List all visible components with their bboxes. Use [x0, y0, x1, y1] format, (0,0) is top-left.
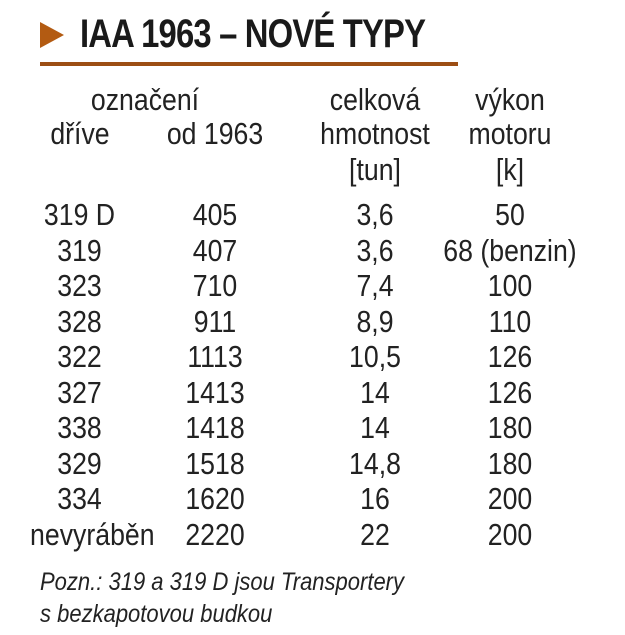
cell-drive: 319 D [43, 197, 116, 232]
cell-od1963: 710 [192, 268, 238, 303]
cell-drive: nevyráběn [30, 516, 155, 552]
cell-drive: 328 [57, 303, 102, 339]
title-row [40, 12, 501, 57]
cell-vykon: 100 [487, 268, 533, 303]
cell-vykon: 68 (benzin) [443, 232, 577, 268]
cell-drive: 329 [57, 445, 102, 481]
cell-vykon: 126 [487, 374, 533, 410]
cell-hmotnost: 16 [360, 481, 390, 516]
cell-drive: 327 [57, 374, 102, 410]
cell-hmotnost: 10,5 [349, 339, 401, 374]
cell-hmotnost: 14 [360, 410, 390, 445]
cell-vykon: 200 [487, 481, 533, 516]
note-line-1: Pozn.: 319 a 319 D jsou Transportery [40, 568, 405, 596]
cell-drive: 334 [57, 481, 102, 516]
header-oznaceni: označení [90, 82, 200, 117]
cell-drive: 322 [57, 339, 102, 374]
cell-od1963: 407 [192, 232, 238, 268]
header-drive: dříve [50, 116, 110, 151]
cell-vykon: 50 [495, 197, 525, 232]
cell-hmotnost: 3,6 [356, 197, 394, 232]
cell-vykon: 200 [487, 516, 533, 552]
note-line-2: s bezkapotovou budkou [40, 600, 273, 628]
header-k: [k] [495, 152, 525, 187]
cell-vykon: 110 [488, 303, 532, 339]
cell-od1963: 1418 [185, 410, 245, 445]
cell-hmotnost: 14,8 [349, 445, 401, 481]
cell-od1963: 1620 [185, 481, 245, 516]
cell-od1963: 1518 [185, 445, 245, 481]
cell-vykon: 180 [487, 445, 533, 481]
cell-vykon: 180 [487, 410, 533, 445]
triangle-bullet-icon [40, 22, 64, 48]
cell-hmotnost: 22 [360, 516, 390, 552]
cell-od1963: 2220 [185, 516, 245, 552]
header-celkova: celková [329, 82, 421, 117]
title-underline [40, 62, 458, 66]
cell-hmotnost: 7,4 [356, 268, 394, 303]
page-title: IAA 1963 – NOVÉ TYPY [80, 12, 426, 56]
cell-drive: 338 [57, 410, 102, 445]
cell-od1963: 405 [192, 197, 238, 232]
cell-hmotnost: 3,6 [356, 232, 394, 268]
cell-od1963: 1113 [187, 339, 243, 374]
cell-hmotnost: 14 [360, 374, 390, 410]
cell-drive: 319 [57, 232, 102, 268]
cell-vykon: 126 [487, 339, 533, 374]
cell-hmotnost: 8,9 [356, 303, 394, 339]
header-hmotnost: hmotnost [320, 116, 430, 151]
header-tun: [tun] [349, 152, 401, 187]
header-motoru: motoru [468, 116, 552, 151]
header-od1963: od 1963 [166, 116, 264, 151]
cell-od1963: 1413 [185, 374, 245, 410]
header-vykon: výkon [475, 82, 545, 117]
cell-drive: 323 [57, 268, 102, 303]
cell-od1963: 911 [193, 303, 237, 339]
